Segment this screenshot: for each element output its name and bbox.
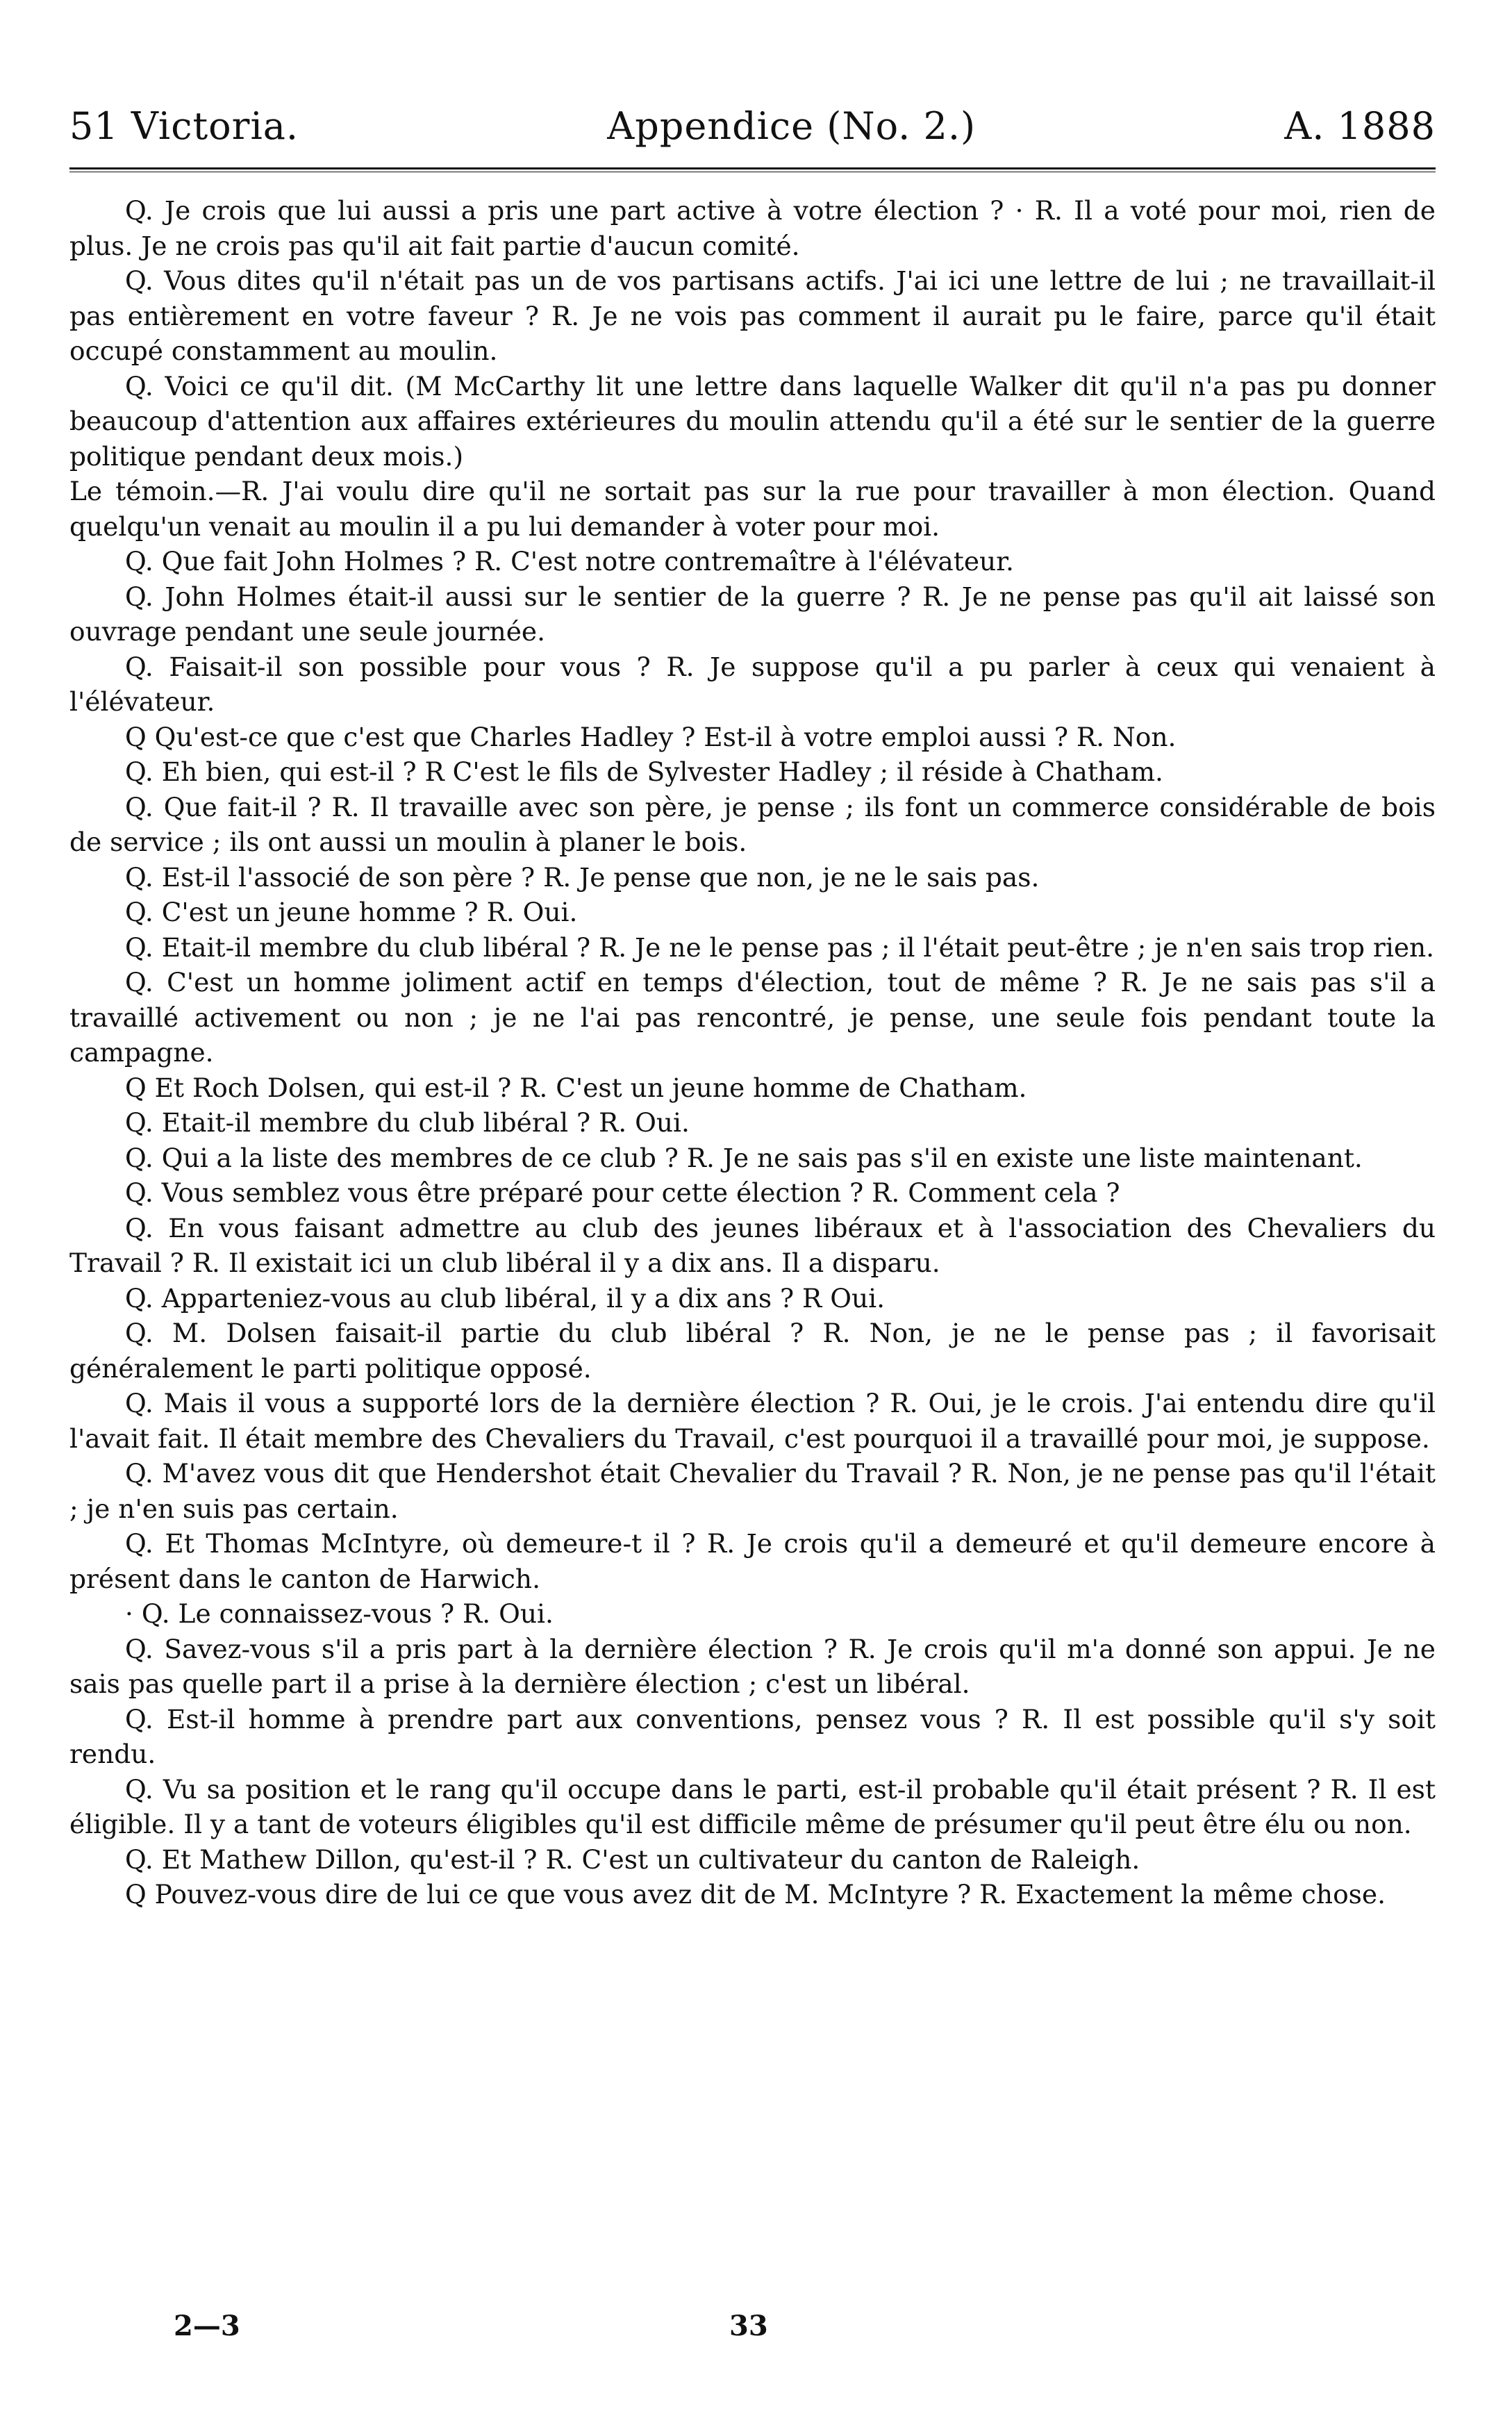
paragraph: Q. Savez-vous s'il a pris part à la dernière élection ? R. Je crois qu'il m'a donné son appui. Je ne sais pas quelle part il a prise à la dernière élection ; c'est un libéral. — [69, 1633, 1436, 1699]
paragraph: Le témoin.—R. J'ai voulu dire qu'il ne sortait pas sur la rue pour travailler à mon élection. Quand quelqu'un venait au moulin il a pu lui demander à voter pour moi. — [69, 476, 1436, 542]
paragraph: Q. Vous semblez vous être préparé pour cette élection ? R. Comment cela ? — [125, 1177, 1120, 1208]
header-left: 51 Victoria. — [69, 104, 299, 148]
paragraph: Q. Etait-il membre du club libéral ? R. Oui. — [125, 1107, 690, 1138]
paragraph: Q. Et Thomas McIntyre, où demeure-t il ? R. Je crois qu'il a demeuré et qu'il demeure encore à présent dans le canton de Harwich. — [69, 1528, 1436, 1594]
page-number: 33 — [729, 2310, 768, 2342]
paragraph: · Q. Le connaissez-vous ? R. Oui. — [125, 1598, 554, 1629]
paragraph: Q. C'est un homme joliment actif en temps d'élection, tout de même ? R. Je ne sais pas s'il a travaillé activement ou non ; je ne l'ai pas rencontré, je pense, une seule fois pendant toute la campagne. — [69, 967, 1436, 1068]
paragraph: Q. M. Dolsen faisait-il partie du club libéral ? R. Non, je ne le pense pas ; il favorisait généralement le parti politique opposé. — [69, 1318, 1436, 1384]
paragraph: Q. Je crois que lui aussi a pris une part active à votre élection ? · R. Il a voté pour moi, rien de plus. Je ne crois pas qu'il ait fait partie d'aucun comité. — [69, 195, 1436, 261]
paragraph: Q. Voici ce qu'il dit. (M McCarthy lit une lettre dans laquelle Walker dit qu'il n'a pas pu donner beaucoup d'attention aux affaires extérieures du moulin attendu qu'il a été sur le sentier de la guerre politique pendant deux mois.) — [69, 370, 1436, 472]
running-header — [69, 104, 1436, 148]
paragraph: Q. M'avez vous dit que Hendershot était Chevalier du Travail ? R. Non, je ne pense pas qu'il l'était ; je n'en suis pas certain. — [69, 1458, 1436, 1524]
paragraph: Q Et Roch Dolsen, qui est-il ? R. C'est un jeune homme de Chatham. — [125, 1072, 1027, 1103]
paragraph: Q. Vu sa position et le rang qu'il occupe dans le parti, est-il probable qu'il était présent ? R. Il est éligible. Il y a tant de voteurs éligibles qu'il est difficile même de présumer qu'il peut être élu ou non. — [69, 1773, 1436, 1839]
paragraph: Q. Et Mathew Dillon, qu'est-il ? R. C'est un cultivateur du canton de Raleigh. — [125, 1844, 1140, 1875]
paragraph: Q. Vous dites qu'il n'était pas un de vos partisans actifs. J'ai ici une lettre de lui ; ne travaillait-il pas entièrement en votre faveur ? R. Je ne vois pas comment il aurait pu le faire, parce qu'il était occupé constamment au moulin. — [69, 265, 1436, 366]
header-right: A. 1888 — [1284, 104, 1436, 148]
paragraph: Q. Etait-il membre du club libéral ? R. Je ne le pense pas ; il l'était peut-être ; je n'en sais trop rien. — [125, 931, 1435, 963]
paragraph: Q. Apparteniez-vous au club libéral, il y a dix ans ? R Oui. — [125, 1282, 886, 1314]
paragraph: Q. Mais il vous a supporté lors de la dernière élection ? R. Oui, je le crois. J'ai entendu dire qu'il l'avait fait. Il était membre des Chevaliers du Travail, c'est pourquoi il a travaillé pour moi, je suppose. — [69, 1388, 1436, 1454]
header-center: Appendice (No. 2.) — [607, 104, 977, 148]
body-text — [69, 193, 1436, 1912]
paragraph: Q. Est-il homme à prendre part aux conventions, pensez vous ? R. Il est possible qu'il s'y soit rendu. — [69, 1703, 1436, 1769]
paragraph: Q. Que fait John Holmes ? R. C'est notre contremaître à l'élévateur. — [125, 546, 1014, 577]
paragraph: Q Qu'est-ce que c'est que Charles Hadley ? Est-il à votre emploi aussi ? R. Non. — [125, 721, 1177, 752]
paragraph: Q. Faisait-il son possible pour vous ? R. Je suppose qu'il a pu parler à ceux qui venaient à l'élévateur. — [69, 651, 1436, 717]
paragraph: Q. Qui a la liste des membres de ce club ? R. Je ne sais pas s'il en existe une liste maintenant. — [125, 1142, 1363, 1173]
paragraph: Q. En vous faisant admettre au club des jeunes libéraux et à l'association des Chevaliers du Travail ? R. Il existait ici un club libéral il y a dix ans. Il a disparu. — [69, 1212, 1436, 1278]
paragraph: Q Pouvez-vous dire de lui ce que vous avez dit de M. McIntyre ? R. Exactement la même chose. — [125, 1879, 1386, 1910]
signature-mark: 2—3 — [174, 2310, 240, 2342]
header-rule — [69, 167, 1436, 172]
paragraph: Q. Est-il l'associé de son père ? R. Je pense que non, je ne le sais pas. — [125, 861, 1040, 893]
paragraph: Q. John Holmes était-il aussi sur le sentier de la guerre ? R. Je ne pense pas qu'il ait laissé son ouvrage pendant une seule journée. — [69, 581, 1436, 647]
paragraph: Q. Que fait-il ? R. Il travaille avec son père, je pense ; ils font un commerce considérable de bois de service ; ils ont aussi un moulin à planer le bois. — [69, 791, 1436, 857]
paragraph: Q. Eh bien, qui est-il ? R C'est le fils de Sylvester Hadley ; il réside à Chatham. — [125, 756, 1163, 787]
paragraph: Q. C'est un jeune homme ? R. Oui. — [125, 897, 578, 927]
